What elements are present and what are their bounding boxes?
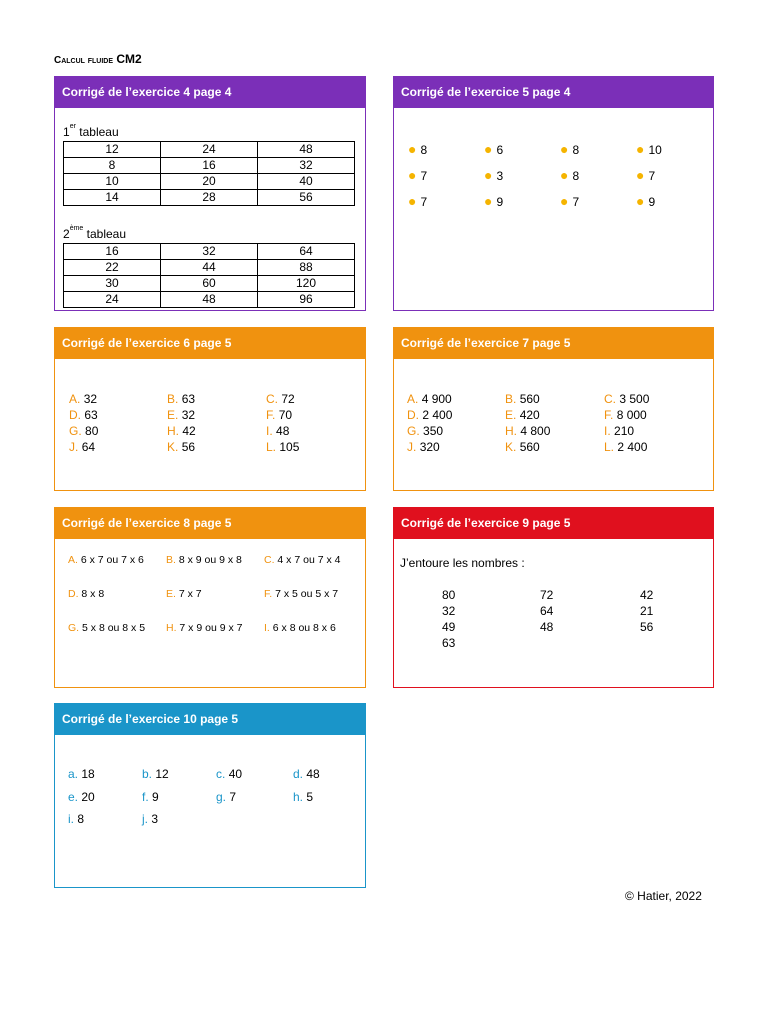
table-2-row xyxy=(64,244,355,260)
table-1-label xyxy=(63,125,119,139)
exercise-10-header: Corrigé de l’exercice 10 page 5 xyxy=(55,704,365,735)
bullet-icon: ● xyxy=(484,193,493,209)
answer-value: 105 xyxy=(279,440,300,454)
exercise-6-header: Corrigé de l’exercice 6 page 5 xyxy=(55,328,365,359)
answer-item xyxy=(142,767,169,781)
answer-value: 56 xyxy=(181,440,196,454)
answer-item xyxy=(293,790,313,804)
answer-value: 7 xyxy=(420,195,428,209)
answer-item xyxy=(167,440,195,454)
answer-item xyxy=(69,440,95,454)
exercise-5-header: Corrigé de l’exercice 5 page 4 xyxy=(394,77,713,108)
exercise-9-intro: J’entoure les nombres : xyxy=(400,556,525,570)
bullet-icon: ● xyxy=(636,141,645,157)
table-2-cell: 48 xyxy=(161,292,258,308)
table-2-cell: 22 xyxy=(64,260,161,276)
circled-number: 48 xyxy=(540,620,554,634)
answer-letter: I. xyxy=(266,424,273,438)
answer-value: 8 xyxy=(572,169,580,183)
table-1-row xyxy=(64,158,355,174)
answer-item xyxy=(560,167,579,183)
answer-item xyxy=(505,392,540,406)
table-2-cell: 96 xyxy=(258,292,355,308)
answer-value: 7 x 9 ou 9 x 7 xyxy=(179,622,243,634)
answer-item xyxy=(293,767,320,781)
table-2-cell: 88 xyxy=(258,260,355,276)
answer-item xyxy=(604,424,634,438)
answer-item xyxy=(264,622,336,634)
table-1-label-sup: er xyxy=(69,123,76,130)
answer-letter: F. xyxy=(264,588,273,600)
answer-item xyxy=(407,392,452,406)
circled-number: 42 xyxy=(640,588,654,602)
answer-letter: E. xyxy=(505,408,517,422)
table-1-cell: 20 xyxy=(161,174,258,190)
table-2-cell: 30 xyxy=(64,276,161,292)
exercise-8-header: Corrigé de l’exercice 8 page 5 xyxy=(55,508,365,539)
table-2-cell: 64 xyxy=(258,244,355,260)
table-1-cell: 8 xyxy=(64,158,161,174)
answer-item xyxy=(266,392,295,406)
exercise-10-card xyxy=(54,703,366,888)
answer-letter: H. xyxy=(505,424,517,438)
answer-value: 7 xyxy=(648,169,656,183)
bullet-icon: ● xyxy=(636,167,645,183)
answer-item xyxy=(68,767,95,781)
table-2-row xyxy=(64,260,355,276)
table-1-cell: 16 xyxy=(161,158,258,174)
copyright: © Hatier, 2022 xyxy=(625,889,702,903)
answer-letter: D. xyxy=(407,408,419,422)
answer-item xyxy=(266,408,292,422)
answer-value: 210 xyxy=(614,424,635,438)
answer-letter: j. xyxy=(142,812,148,826)
bullet-icon: ● xyxy=(560,167,569,183)
circled-number: 72 xyxy=(540,588,554,602)
answer-letter: B. xyxy=(166,554,176,566)
circled-number: 63 xyxy=(442,636,456,650)
circled-number: 32 xyxy=(442,604,456,618)
answer-value: 20 xyxy=(81,790,95,804)
circled-number: 49 xyxy=(442,620,456,634)
answer-item xyxy=(604,408,647,422)
answer-item xyxy=(142,812,158,826)
answer-letter: A. xyxy=(68,554,78,566)
answer-item xyxy=(266,440,299,454)
table-1-cell: 12 xyxy=(64,142,161,158)
exercise-5-card xyxy=(393,76,714,311)
answer-value: 3 500 xyxy=(619,392,650,406)
answer-letter: G. xyxy=(68,622,80,634)
answer-letter: J. xyxy=(407,440,417,454)
answer-letter: C. xyxy=(266,392,278,406)
answer-item xyxy=(407,424,443,438)
answer-letter: C. xyxy=(264,554,275,566)
answer-value: 64 xyxy=(81,440,96,454)
answer-item xyxy=(408,193,427,209)
answer-value: 420 xyxy=(519,408,540,422)
table-1-cell: 56 xyxy=(258,190,355,206)
table-2-label xyxy=(63,227,126,241)
table-2-cell: 60 xyxy=(161,276,258,292)
answer-item xyxy=(407,440,440,454)
answer-letter: e. xyxy=(68,790,79,804)
answer-item xyxy=(604,392,649,406)
answer-value: 7 xyxy=(420,169,428,183)
answer-value: 18 xyxy=(81,767,95,781)
answer-value: 560 xyxy=(519,440,540,454)
answer-value: 4 900 xyxy=(421,392,452,406)
answer-letter: A. xyxy=(407,392,419,406)
answer-value: 7 x 7 xyxy=(178,588,202,600)
table-1-row xyxy=(64,174,355,190)
bullet-icon: ● xyxy=(560,141,569,157)
exercise-9-card xyxy=(393,507,714,688)
answer-letter: E. xyxy=(167,408,179,422)
table-2-label-rest: tableau xyxy=(83,227,127,241)
answer-value: 7 xyxy=(572,195,580,209)
answer-value: 2 400 xyxy=(422,408,453,422)
exercise-4-card xyxy=(54,76,366,311)
answer-value: 32 xyxy=(181,408,196,422)
answer-value: 3 xyxy=(496,169,504,183)
answer-item xyxy=(166,554,242,566)
answer-value: 80 xyxy=(85,424,99,438)
answer-letter: H. xyxy=(167,424,179,438)
table-1-cell: 40 xyxy=(258,174,355,190)
title-small-caps: Calcul fluide xyxy=(54,55,113,66)
answer-item xyxy=(68,812,84,826)
bullet-icon: ● xyxy=(408,193,417,209)
answer-value: 12 xyxy=(155,767,169,781)
answer-item xyxy=(166,622,242,634)
answer-value: 8 x 8 xyxy=(81,588,105,600)
bullet-icon: ● xyxy=(560,193,569,209)
answer-letter: I. xyxy=(604,424,611,438)
answer-item xyxy=(408,141,427,157)
answer-letter: F. xyxy=(266,408,276,422)
answer-letter: c. xyxy=(216,767,226,781)
answer-letter: i. xyxy=(68,812,74,826)
title-level: CM2 xyxy=(116,52,142,66)
answer-value: 5 x 8 ou 8 x 5 xyxy=(82,622,146,634)
answer-value: 8 xyxy=(572,143,580,157)
answer-letter: g. xyxy=(216,790,227,804)
answer-letter: D. xyxy=(68,588,79,600)
table-2-cell: 32 xyxy=(161,244,258,260)
answer-item xyxy=(68,588,104,600)
exercise-6-card xyxy=(54,327,366,491)
bullet-icon: ● xyxy=(408,141,417,157)
answer-value: 9 xyxy=(648,195,656,209)
table-2-cell: 16 xyxy=(64,244,161,260)
answer-item xyxy=(216,790,236,804)
table-2-row xyxy=(64,292,355,308)
answer-value: 70 xyxy=(278,408,293,422)
answer-letter: I. xyxy=(264,622,270,634)
answer-item xyxy=(69,424,98,438)
answer-item xyxy=(68,790,95,804)
answer-value: 8 xyxy=(420,143,428,157)
answer-item xyxy=(505,424,550,438)
answer-letter: L. xyxy=(604,440,615,454)
answer-item xyxy=(407,408,452,422)
answer-item xyxy=(167,424,196,438)
table-1-label-num: 1 xyxy=(63,125,70,139)
answer-value: 63 xyxy=(181,392,196,406)
answer-item xyxy=(264,588,338,600)
exercise-4-header: Corrigé de l’exercice 4 page 4 xyxy=(55,77,365,108)
answer-value: 48 xyxy=(306,767,320,781)
answer-value: 7 xyxy=(229,790,237,804)
answer-item xyxy=(266,424,289,438)
answer-value: 6 x 7 ou 7 x 6 xyxy=(80,554,144,566)
answer-item xyxy=(560,193,579,209)
answer-value: 6 xyxy=(496,143,504,157)
answer-item xyxy=(69,408,98,422)
bullet-icon: ● xyxy=(636,193,645,209)
answer-item xyxy=(484,167,503,183)
table-1-row xyxy=(64,190,355,206)
answer-letter: L. xyxy=(266,440,277,454)
answer-value: 9 xyxy=(152,790,159,804)
answer-item xyxy=(167,392,195,406)
answer-value: 4 800 xyxy=(520,424,551,438)
answer-value: 10 xyxy=(648,143,662,157)
table-1 xyxy=(63,141,355,206)
answer-letter: K. xyxy=(167,440,179,454)
answer-value: 32 xyxy=(83,392,98,406)
answer-letter: F. xyxy=(604,408,614,422)
answer-item xyxy=(560,141,579,157)
answer-letter: E. xyxy=(166,588,176,600)
answer-value: 3 xyxy=(151,812,159,826)
answer-item xyxy=(604,440,647,454)
answer-item xyxy=(484,141,503,157)
exercise-7-card xyxy=(393,327,714,491)
table-2-row xyxy=(64,276,355,292)
answer-value: 320 xyxy=(419,440,440,454)
circled-number: 80 xyxy=(442,588,456,602)
answer-value: 42 xyxy=(182,424,196,438)
answer-letter: f. xyxy=(142,790,149,804)
circled-number: 56 xyxy=(640,620,654,634)
answer-item xyxy=(408,167,427,183)
answer-value: 72 xyxy=(281,392,295,406)
answer-value: 2 400 xyxy=(617,440,648,454)
table-2-label-num: 2 xyxy=(63,227,70,241)
answer-value: 8 x 9 ou 9 x 8 xyxy=(178,554,242,566)
exercise-8-card xyxy=(54,507,366,688)
answer-item xyxy=(142,790,159,804)
answer-value: 6 x 8 ou 8 x 6 xyxy=(272,622,336,634)
answer-letter: C. xyxy=(604,392,616,406)
answer-item xyxy=(636,193,655,209)
answer-item xyxy=(505,440,540,454)
answer-letter: D. xyxy=(69,408,81,422)
bullet-icon: ● xyxy=(408,167,417,183)
answer-item xyxy=(216,767,242,781)
answer-value: 48 xyxy=(276,424,290,438)
answer-value: 9 xyxy=(496,195,504,209)
answer-item xyxy=(69,392,97,406)
table-1-cell: 48 xyxy=(258,142,355,158)
table-2 xyxy=(63,243,355,308)
table-1-cell: 24 xyxy=(161,142,258,158)
answer-value: 7 x 5 ou 5 x 7 xyxy=(275,588,339,600)
answer-item xyxy=(166,588,202,600)
answer-letter: h. xyxy=(293,790,304,804)
answer-item xyxy=(484,193,503,209)
answer-item xyxy=(636,141,662,157)
table-1-label-rest: tableau xyxy=(75,125,119,139)
answer-value: 8 xyxy=(77,812,85,826)
bullet-icon: ● xyxy=(484,167,493,183)
answer-item xyxy=(264,554,340,566)
answer-value: 63 xyxy=(84,408,98,422)
answer-letter: a. xyxy=(68,767,79,781)
answer-value: 560 xyxy=(519,392,540,406)
answer-value: 8 000 xyxy=(616,408,647,422)
answer-letter: G. xyxy=(69,424,82,438)
answer-value: 350 xyxy=(423,424,444,438)
document-title xyxy=(54,52,142,66)
table-2-label-sup: ème xyxy=(69,225,84,232)
answer-value: 4 x 7 ou 7 x 4 xyxy=(277,554,341,566)
answer-item xyxy=(636,167,655,183)
table-1-cell: 10 xyxy=(64,174,161,190)
answer-item xyxy=(68,554,144,566)
circled-number: 64 xyxy=(540,604,554,618)
answer-letter: H. xyxy=(166,622,177,634)
table-1-row xyxy=(64,142,355,158)
exercise-7-header: Corrigé de l’exercice 7 page 5 xyxy=(394,328,713,359)
exercise-9-header: Corrigé de l’exercice 9 page 5 xyxy=(394,508,713,539)
answer-item xyxy=(68,622,145,634)
table-2-cell: 120 xyxy=(258,276,355,292)
answer-item xyxy=(505,408,540,422)
answer-letter: B. xyxy=(505,392,517,406)
table-2-cell: 24 xyxy=(64,292,161,308)
table-1-cell: 14 xyxy=(64,190,161,206)
bullet-icon: ● xyxy=(484,141,493,157)
circled-number: 21 xyxy=(640,604,654,618)
answer-item xyxy=(167,408,195,422)
answer-letter: d. xyxy=(293,767,304,781)
answer-letter: A. xyxy=(69,392,81,406)
table-1-cell: 28 xyxy=(161,190,258,206)
table-1-cell: 32 xyxy=(258,158,355,174)
answer-letter: G. xyxy=(407,424,420,438)
answer-value: 40 xyxy=(228,767,243,781)
answer-value: 5 xyxy=(306,790,314,804)
answer-letter: B. xyxy=(167,392,179,406)
answer-letter: b. xyxy=(142,767,153,781)
answer-letter: K. xyxy=(505,440,517,454)
answer-letter: J. xyxy=(69,440,79,454)
table-2-cell: 44 xyxy=(161,260,258,276)
